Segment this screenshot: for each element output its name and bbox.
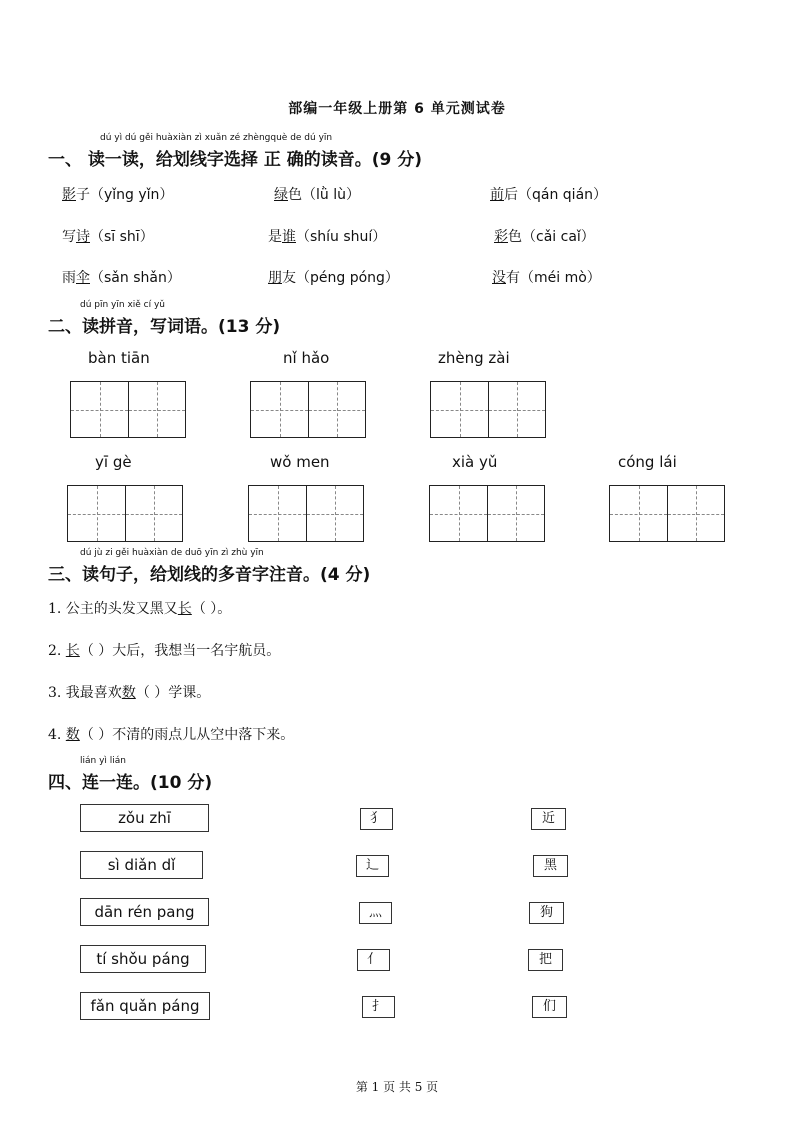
s1-item-9: 没有（méi mò） xyxy=(492,270,601,286)
s1-item-7: 雨伞（sǎn shǎn） xyxy=(62,270,181,286)
s1-item-8: 朋友（péng póng） xyxy=(268,270,399,286)
tianzige-7[interactable] xyxy=(609,485,725,542)
pinyin-word-5: wǒ men xyxy=(270,453,330,471)
pinyin-word-3: zhèng zài xyxy=(438,349,510,367)
match-radical-box-5[interactable]: 扌 xyxy=(362,996,395,1018)
section1-pinyin-ruby: dú yì dú gěi huàxiàn zì xuǎn zé zhèngquè de dú yīn xyxy=(100,133,333,143)
pinyin-word-6: xià yǔ xyxy=(452,453,498,471)
section2-pinyin-ruby: dú pīn yīn xiě cí yǔ xyxy=(80,300,166,310)
section2-heading: 二、读拼音，写词语。(13 分) xyxy=(48,317,281,337)
tianzige-6[interactable] xyxy=(429,485,545,542)
sentence-4: 4. 数（ ）不清的雨点儿从空中落下来。 xyxy=(48,727,295,743)
tianzige-1[interactable] xyxy=(70,381,186,438)
match-char-box-2[interactable]: 黑 xyxy=(533,855,568,877)
s1-item-1: 影子（yǐng yǐn） xyxy=(62,187,174,203)
tianzige-2[interactable] xyxy=(250,381,366,438)
s1-item-5: 是谁（shíu shuí） xyxy=(268,229,387,245)
section4-pinyin-ruby: lián yì lián xyxy=(80,756,126,766)
match-pinyin-box-5[interactable]: fǎn quǎn páng xyxy=(80,992,210,1020)
pinyin-word-1: bàn tiān xyxy=(88,349,150,367)
match-char-box-5[interactable]: 们 xyxy=(532,996,567,1018)
sentence-2: 2. 长（ ）大后，我想当一名宇航员。 xyxy=(48,643,281,659)
tianzige-5[interactable] xyxy=(248,485,364,542)
section3-heading: 三、读句子，给划线的多音字注音。(4 分) xyxy=(48,565,371,585)
match-pinyin-box-2[interactable]: sì diǎn dǐ xyxy=(80,851,203,879)
s1-item-2: 绿色（lǜ lù） xyxy=(274,187,360,203)
tianzige-3[interactable] xyxy=(430,381,546,438)
s1-item-3: 前后（qán qián） xyxy=(490,187,608,203)
match-pinyin-box-3[interactable]: dān rén pang xyxy=(80,898,209,926)
sentence-3: 3. 我最喜欢数（ ）学课。 xyxy=(48,685,211,701)
page-title: 部编一年级上册第 6 单元测试卷 xyxy=(288,101,506,117)
match-char-box-4[interactable]: 把 xyxy=(528,949,563,971)
s1-item-4: 写诗（sī shī） xyxy=(62,229,154,245)
match-char-box-3[interactable]: 狗 xyxy=(529,902,564,924)
tianzige-4[interactable] xyxy=(67,485,183,542)
pinyin-word-4: yī gè xyxy=(95,453,132,471)
pinyin-word-7: cóng lái xyxy=(618,453,677,471)
section1-heading: 一、 读一读，给划线字选择 正 确的读音。(9 分) xyxy=(48,150,423,170)
match-char-box-1[interactable]: 近 xyxy=(531,808,566,830)
pinyin-word-2: nǐ hǎo xyxy=(283,349,330,367)
match-radical-box-2[interactable]: 辶 xyxy=(356,855,389,877)
match-pinyin-box-4[interactable]: tí shǒu páng xyxy=(80,945,206,973)
match-pinyin-box-1[interactable]: zǒu zhī xyxy=(80,804,209,832)
match-radical-box-3[interactable]: 灬 xyxy=(359,902,392,924)
match-radical-box-1[interactable]: 犭 xyxy=(360,808,393,830)
match-radical-box-4[interactable]: 亻 xyxy=(357,949,390,971)
section4-heading: 四、连一连。(10 分) xyxy=(48,773,213,793)
s1-item-6: 彩色（cǎi caǐ） xyxy=(494,229,595,245)
sentence-1: 1. 公主的头发又黑又长（ ）。 xyxy=(48,601,232,617)
section3-pinyin-ruby: dú jù zi gěi huàxiàn de duō yīn zì zhù yīn xyxy=(80,548,264,558)
page-footer: 第 1 页 共 5 页 xyxy=(355,1080,439,1094)
